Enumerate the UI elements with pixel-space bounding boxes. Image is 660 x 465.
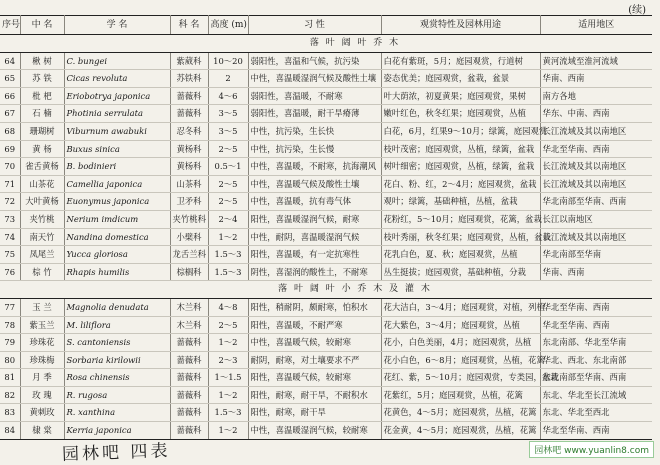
chinese-name: 玫 瑰 <box>20 386 64 404</box>
height-value: 0.5～1 <box>208 158 248 176</box>
use-text: 花大紫色，3～4月；庭园观赏，丛植 <box>381 316 540 334</box>
use-text: 树叶细密；庭园观赏，丛植，绿篱，盆栽 <box>381 158 540 176</box>
row-number: 76 <box>0 263 20 281</box>
family-name: 蔷薇科 <box>170 87 208 105</box>
habit-text: 中性，喜温暖，抗有毒气体 <box>248 193 381 211</box>
family-name: 棕榈科 <box>170 263 208 281</box>
habit-text: 中性，喜温暖湿润气候及酸性土壤 <box>248 70 381 88</box>
family-name: 木兰科 <box>170 298 208 316</box>
table-row <box>0 369 652 387</box>
header-name: 中 名 <box>20 16 64 35</box>
row-number: 82 <box>0 386 20 404</box>
region-text: 东北南部至华南、西南 <box>540 369 652 387</box>
use-text: 嫩叶红色，秋冬红果；庭园观赏，丛植 <box>381 105 540 123</box>
height-value: 1～1.5 <box>208 369 248 387</box>
region-text: 长江流域及其以南地区 <box>540 122 652 140</box>
region-text: 华东、中南、西南 <box>540 105 652 123</box>
height-value: 1.5～3 <box>208 263 248 281</box>
use-text: 姿态优美；庭园观赏，盆栽，盆景 <box>381 70 540 88</box>
region-text: 华北南部至华南 <box>540 246 652 264</box>
family-name: 蔷薇科 <box>170 369 208 387</box>
row-number: 72 <box>0 193 20 211</box>
use-text: 观叶；绿篱，基础种植，丛植，盆栽 <box>381 193 540 211</box>
use-text: 花小，白色美丽，4月；庭园观赏，丛植 <box>381 334 540 352</box>
header-region: 适用地区 <box>540 16 652 35</box>
row-number: 77 <box>0 298 20 316</box>
height-value: 2～5 <box>208 316 248 334</box>
header-habit: 习 性 <box>248 16 381 35</box>
height-value: 1～2 <box>208 334 248 352</box>
table-row <box>0 263 652 281</box>
habit-text: 阳性，耐寒，耐干旱，不耐积水 <box>248 386 381 404</box>
latin-name: Camellia japonica <box>64 175 170 193</box>
habit-text: 中性，喜温暖气候及酸性土壤 <box>248 175 381 193</box>
height-value: 1～2 <box>208 422 248 440</box>
chinese-name: 珊瑚树 <box>20 122 64 140</box>
region-text: 长江流域及其以南地区 <box>540 228 652 246</box>
table-row <box>0 87 652 105</box>
family-name: 忍冬科 <box>170 122 208 140</box>
row-number: 64 <box>0 52 20 70</box>
habit-text: 阳性，喜温暖湿润气候，耐寒 <box>248 210 381 228</box>
section-title: 落 叶 阔 叶 乔 木 <box>170 35 540 53</box>
header-no: 序号 <box>0 16 20 35</box>
row-number: 78 <box>0 316 20 334</box>
habit-text: 阳性，喜温暖，有一定抗寒性 <box>248 246 381 264</box>
latin-name: Nandina domestica <box>64 228 170 246</box>
row-number: 83 <box>0 404 20 422</box>
region-text: 南方各地 <box>540 87 652 105</box>
habit-text: 中性，抗污染，生长慢 <box>248 140 381 158</box>
habit-text: 弱阳性，喜温暖，不耐寒 <box>248 87 381 105</box>
latin-name: Rhapis humilis <box>64 263 170 281</box>
header-use: 观赏特性及园林用途 <box>381 16 540 35</box>
latin-name: Eriobotrya japonica <box>64 87 170 105</box>
use-text: 花小白色，6～8月；庭园观赏，丛植，花篱 <box>381 351 540 369</box>
latin-name: Nerium imdicum <box>64 210 170 228</box>
habit-text: 弱阳性，喜温和气候，抗污染 <box>248 52 381 70</box>
chinese-name: 南天竹 <box>20 228 64 246</box>
height-value: 2～5 <box>208 175 248 193</box>
header-family: 科 名 <box>170 16 208 35</box>
table-row <box>0 52 652 70</box>
family-name: 黄杨科 <box>170 158 208 176</box>
use-text: 花金黄，4～5月；庭园观赏，丛植，花篱 <box>381 422 540 440</box>
row-number: 67 <box>0 105 20 123</box>
row-number: 71 <box>0 175 20 193</box>
use-text: 花红、紫，5～10月；庭园观赏，专类园，盆栽 <box>381 369 540 387</box>
habit-text: 弱阳性，喜温暖，耐干旱瘠薄 <box>248 105 381 123</box>
family-name: 苏铁科 <box>170 70 208 88</box>
latin-name: C. bungei <box>64 52 170 70</box>
chinese-name: 珍珠花 <box>20 334 64 352</box>
header-latin: 学 名 <box>64 16 170 35</box>
family-name: 蔷薇科 <box>170 404 208 422</box>
chinese-name: 凤尾兰 <box>20 246 64 264</box>
habit-text: 中性，抗污染，生长快 <box>248 122 381 140</box>
row-number: 70 <box>0 158 20 176</box>
family-name: 蔷薇科 <box>170 386 208 404</box>
latin-name: Yucca gloriosa <box>64 246 170 264</box>
use-text: 丛生挺拔；庭园观赏，基础种植，分栽 <box>381 263 540 281</box>
table-row <box>0 210 652 228</box>
use-text: 花白、粉、红，2～4月；庭园观赏，盆栽 <box>381 175 540 193</box>
use-text: 枝叶茂密；庭园观赏，丛植，绿篱，盆栽 <box>381 140 540 158</box>
use-text: 白花，6月，红果9～10月；绿篱，庭园观赏 <box>381 122 540 140</box>
habit-text: 中性，喜温暖湿润气候，较耐寒 <box>248 422 381 440</box>
table-row <box>0 298 652 316</box>
height-value: 1.5～3 <box>208 404 248 422</box>
family-name: 蔷薇科 <box>170 105 208 123</box>
chinese-name: 黄刺玫 <box>20 404 64 422</box>
region-text: 黄河流域至淮河流域 <box>540 52 652 70</box>
latin-name: Buxus sinica <box>64 140 170 158</box>
row-number: 66 <box>0 87 20 105</box>
table-row <box>0 351 652 369</box>
habit-text: 中性，耐阴，喜温暖湿润气候 <box>248 228 381 246</box>
use-text: 花乳白色，夏、秋；庭园观赏，丛植 <box>381 246 540 264</box>
plant-table <box>0 15 652 440</box>
chinese-name: 玉 兰 <box>20 298 64 316</box>
region-text: 长江流域及其以南地区 <box>540 175 652 193</box>
region-text: 华北至华南、西南 <box>540 140 652 158</box>
use-text: 花紫红，5月；庭园观赏，丛植，花篱 <box>381 386 540 404</box>
use-text: 枝叶秀丽，秋冬红果；庭园观赏，丛植，盆栽 <box>381 228 540 246</box>
row-number: 69 <box>0 140 20 158</box>
use-text: 叶大荫浓，初夏黄果；庭园观赏，果树 <box>381 87 540 105</box>
table-row <box>0 140 652 158</box>
family-name: 木兰科 <box>170 316 208 334</box>
chinese-name: 夹竹桃 <box>20 210 64 228</box>
family-name: 蔷薇科 <box>170 422 208 440</box>
section-heading <box>0 281 652 299</box>
chinese-name: 黄 杨 <box>20 140 64 158</box>
family-name: 龙舌兰科 <box>170 246 208 264</box>
table-row <box>0 404 652 422</box>
height-value: 1～2 <box>208 386 248 404</box>
latin-name: Rosa chinensis <box>64 369 170 387</box>
region-text: 华北至华南、西南 <box>540 298 652 316</box>
continued-label: (续) <box>628 5 646 16</box>
chinese-name: 月 季 <box>20 369 64 387</box>
chinese-name: 珍珠梅 <box>20 351 64 369</box>
habit-text: 阳性，喜温暖气候，较耐寒 <box>248 369 381 387</box>
height-value: 3～5 <box>208 105 248 123</box>
habit-text: 中性，喜温暖，不耐寒，抗海潮风 <box>248 158 381 176</box>
latin-name: Sorbaria kirilowii <box>64 351 170 369</box>
table-row <box>0 316 652 334</box>
region-text: 东北南部、华北至华南 <box>540 334 652 352</box>
habit-text: 阳性，喜温暖，不耐严寒 <box>248 316 381 334</box>
latin-name: Viburnum awabuki <box>64 122 170 140</box>
latin-name: R. rugosa <box>64 386 170 404</box>
family-name: 小檗科 <box>170 228 208 246</box>
row-number: 75 <box>0 246 20 264</box>
height-value: 2～4 <box>208 210 248 228</box>
table-row <box>0 422 652 440</box>
family-name: 山茶科 <box>170 175 208 193</box>
region-text: 华南、西南 <box>540 263 652 281</box>
region-text: 长江流域及其以南地区 <box>540 158 652 176</box>
habit-text: 阳性，耐寒，耐干旱 <box>248 404 381 422</box>
section-heading <box>0 35 652 53</box>
section-title: 落 叶 阔 叶 小 乔 木 及 灌 木 <box>170 281 540 299</box>
table-row <box>0 228 652 246</box>
use-text: 白花有紫斑，5月；庭园观赏，行道树 <box>381 52 540 70</box>
table-row <box>0 70 652 88</box>
table-row <box>0 246 652 264</box>
use-text: 花粉红，5～10月；庭园观赏，花篱，盆栽 <box>381 210 540 228</box>
latin-name: R. xanthina <box>64 404 170 422</box>
chinese-name: 楸 树 <box>20 52 64 70</box>
table-row <box>0 122 652 140</box>
table-row <box>0 158 652 176</box>
row-number: 81 <box>0 369 20 387</box>
latin-name: B. bodinieri <box>64 158 170 176</box>
latin-name: Euonymus japonica <box>64 193 170 211</box>
row-number: 84 <box>0 422 20 440</box>
chinese-name: 雀舌黄杨 <box>20 158 64 176</box>
region-text: 华北至华南、西南 <box>540 316 652 334</box>
height-value: 1.5～3 <box>208 246 248 264</box>
latin-name: Magnolia denudata <box>64 298 170 316</box>
habit-text: 阴性，喜湿润的酸性土，不耐寒 <box>248 263 381 281</box>
latin-name: Kerria japonica <box>64 422 170 440</box>
region-text: 东北、华北至西北 <box>540 404 652 422</box>
chinese-name: 棣 棠 <box>20 422 64 440</box>
table-row <box>0 193 652 211</box>
row-number: 74 <box>0 228 20 246</box>
region-text: 华北、西北、东北南部 <box>540 351 652 369</box>
height-value: 4～6 <box>208 87 248 105</box>
family-name: 卫矛科 <box>170 193 208 211</box>
table-row <box>0 175 652 193</box>
latin-name: Photinia serrulata <box>64 105 170 123</box>
habit-text: 中性，喜温暖气候，较耐寒 <box>248 334 381 352</box>
chinese-name: 山茶花 <box>20 175 64 193</box>
row-number: 79 <box>0 334 20 352</box>
handwritten-note: 园林吧 四表 <box>61 441 171 465</box>
row-number: 80 <box>0 351 20 369</box>
chinese-name: 大叶黄杨 <box>20 193 64 211</box>
region-text: 华北南部至华南、西南 <box>540 193 652 211</box>
height-value: 1～2 <box>208 228 248 246</box>
table-row <box>0 386 652 404</box>
height-value: 2～3 <box>208 351 248 369</box>
row-number: 65 <box>0 70 20 88</box>
latin-name: Cicas revoluta <box>64 70 170 88</box>
height-value: 2～5 <box>208 140 248 158</box>
chinese-name: 棕 竹 <box>20 263 64 281</box>
table-row <box>0 105 652 123</box>
table-row <box>0 334 652 352</box>
region-text: 华北至华南、西南 <box>540 422 652 440</box>
region-text: 东北、华北至长江流域 <box>540 386 652 404</box>
habit-text: 耐阴，耐寒，对土壤要求不严 <box>248 351 381 369</box>
row-number: 68 <box>0 122 20 140</box>
chinese-name: 枇 杷 <box>20 87 64 105</box>
latin-name: S. cantoniensis <box>64 334 170 352</box>
habit-text: 阳性，稍耐阴，颇耐寒，怕积水 <box>248 298 381 316</box>
chinese-name: 紫玉兰 <box>20 316 64 334</box>
chinese-name: 石 楠 <box>20 105 64 123</box>
family-name: 蔷薇科 <box>170 351 208 369</box>
latin-name: M. liliflora <box>64 316 170 334</box>
use-text: 花黄色，4～5月；庭园观赏，丛植，花篱 <box>381 404 540 422</box>
use-text: 花大洁白，3～4月；庭园观赏，对植，列植 <box>381 298 540 316</box>
watermark: 园林吧 www.yuanlin8.com <box>529 441 654 458</box>
height-value: 2 <box>208 70 248 88</box>
height-value: 2～5 <box>208 193 248 211</box>
header-height: 高度 (m) <box>208 16 248 35</box>
chinese-name: 苏 铁 <box>20 70 64 88</box>
height-value: 10～20 <box>208 52 248 70</box>
row-number: 73 <box>0 210 20 228</box>
table-header <box>0 16 652 35</box>
family-name: 黄杨科 <box>170 140 208 158</box>
region-text: 华南、西南 <box>540 70 652 88</box>
region-text: 长江以南地区 <box>540 210 652 228</box>
family-name: 紫葳科 <box>170 52 208 70</box>
family-name: 夹竹桃科 <box>170 210 208 228</box>
family-name: 蔷薇科 <box>170 334 208 352</box>
height-value: 4～8 <box>208 298 248 316</box>
height-value: 3～5 <box>208 122 248 140</box>
